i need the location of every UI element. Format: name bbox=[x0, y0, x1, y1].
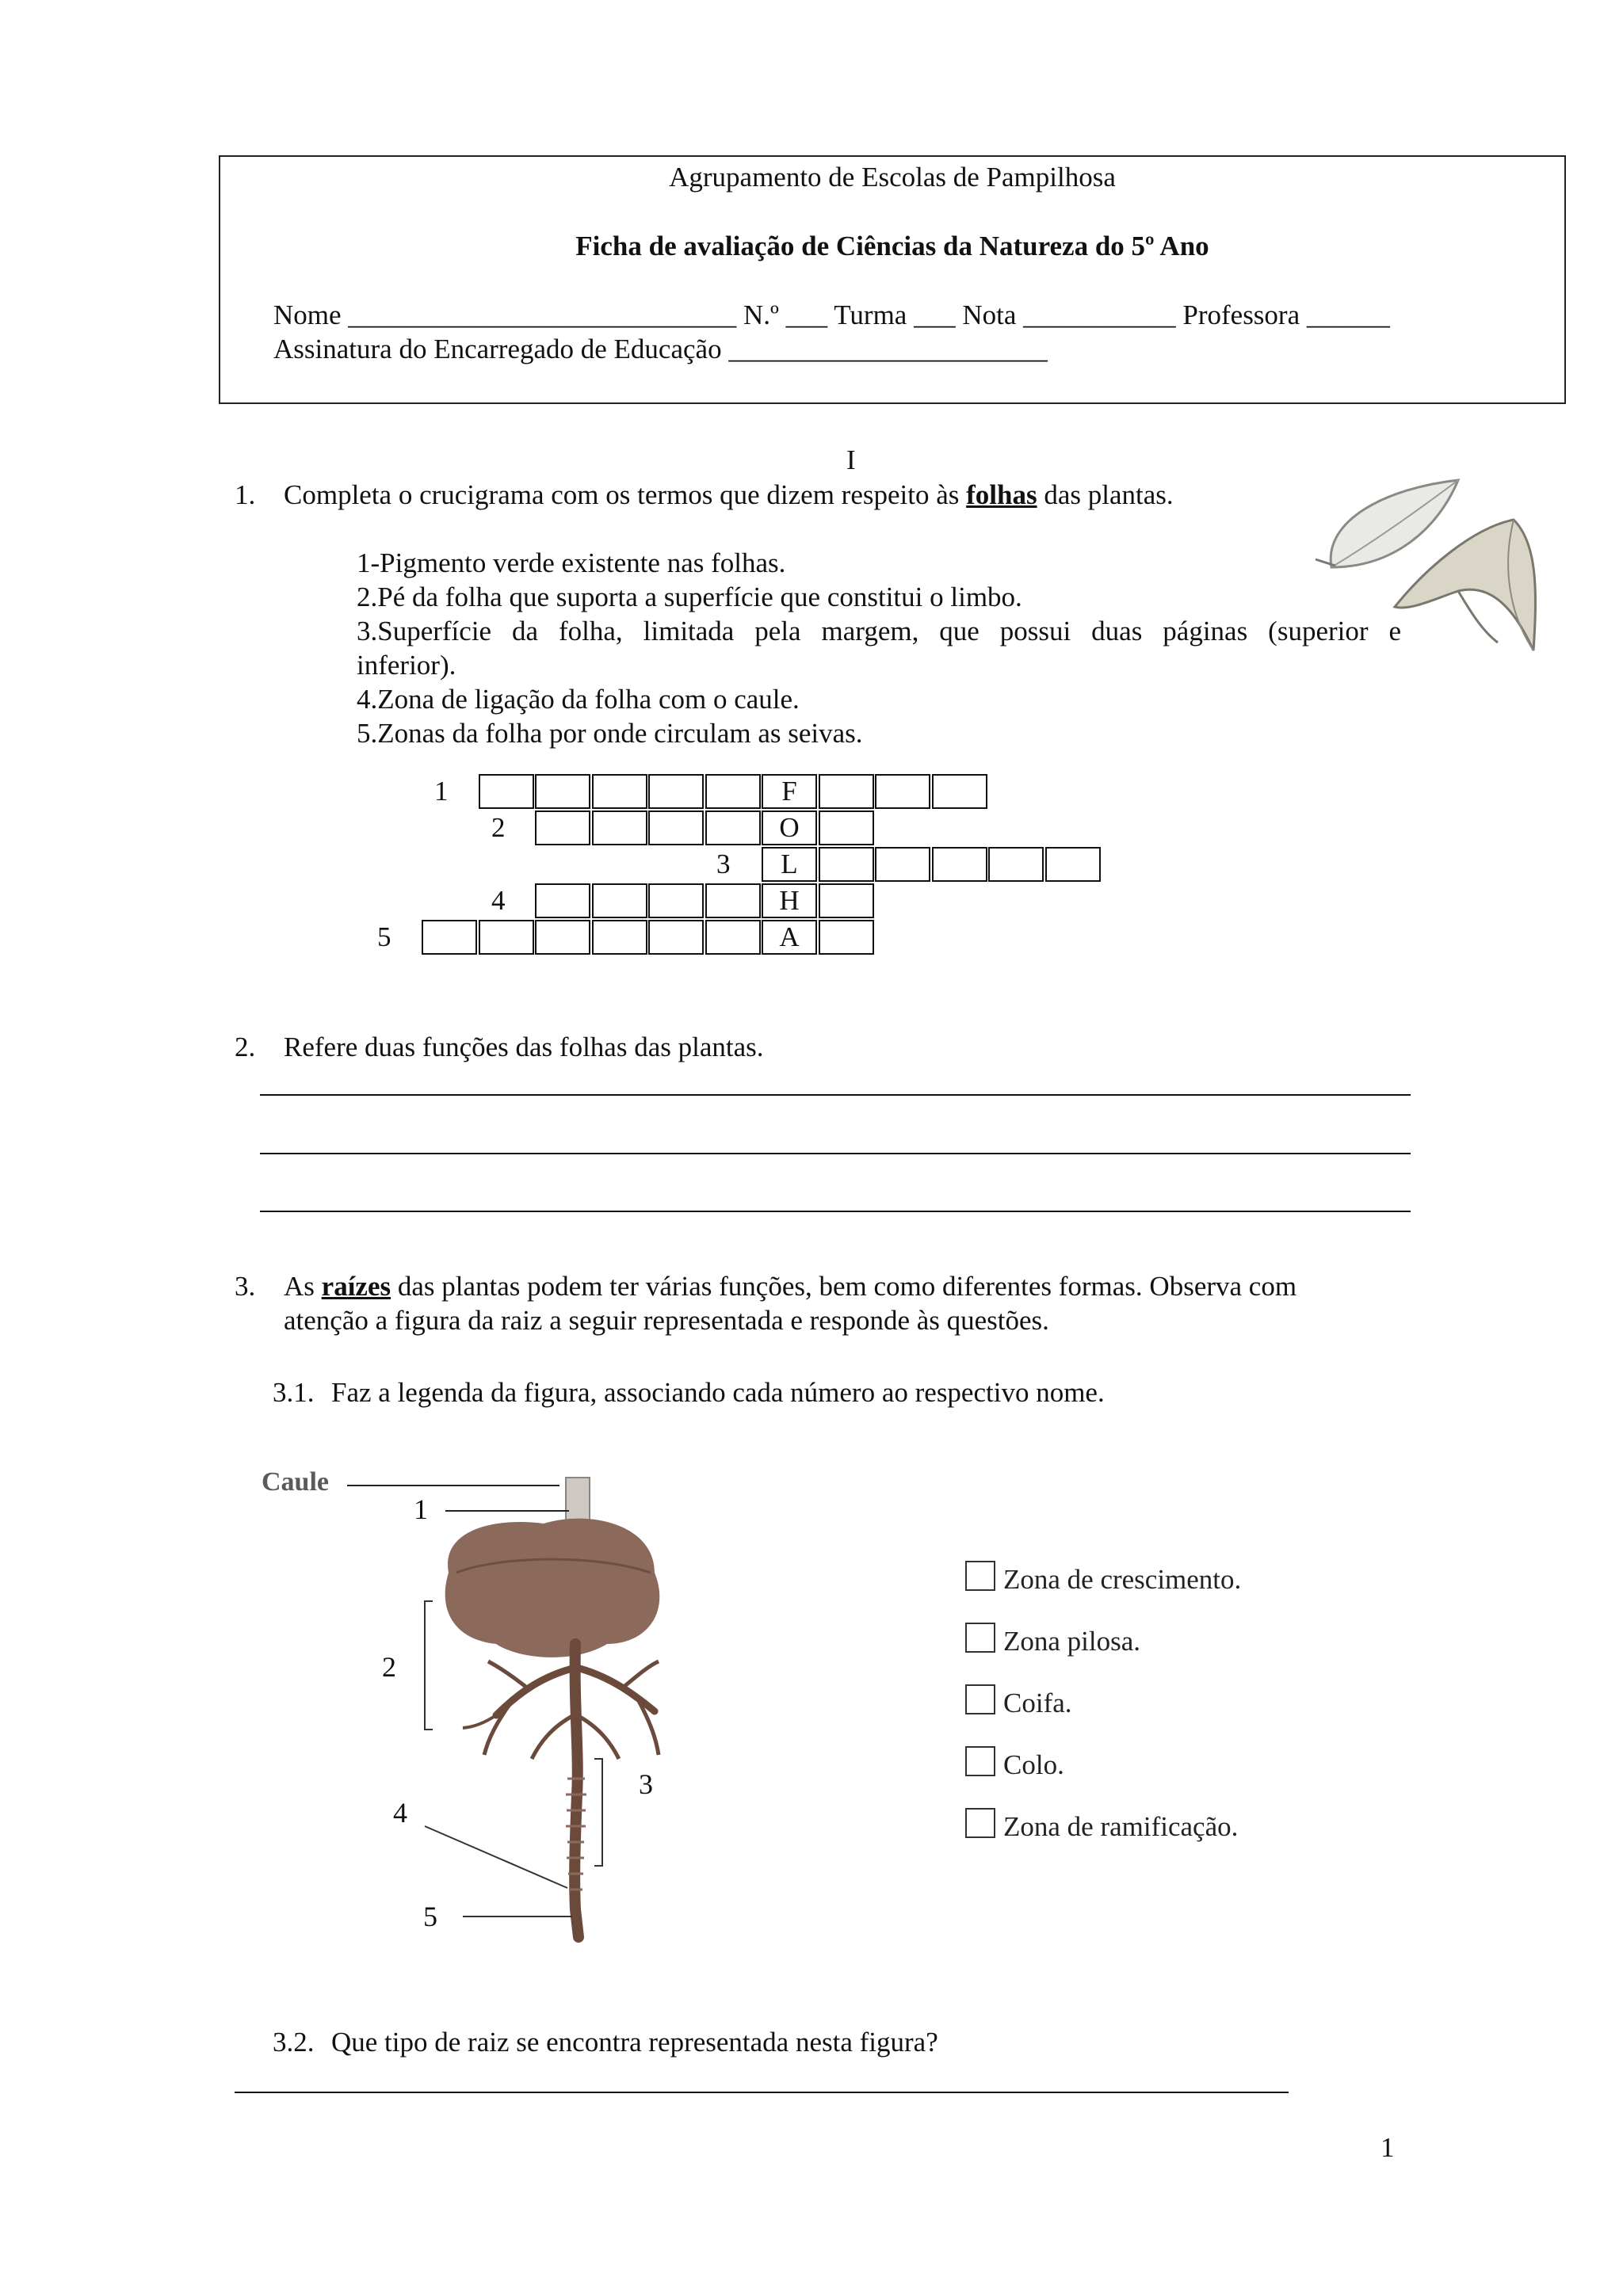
crossword-cell[interactable] bbox=[988, 847, 1044, 882]
student-fields-line: Nome ____________________________ N.º ___ Turma ___ Nota ___________ Professora ______ bbox=[273, 299, 1390, 330]
clue-2: 2.Pé da folha que suporta a superfície que constitui o limbo. bbox=[357, 582, 1022, 612]
clue-1: 1-Pigmento verde existente nas folhas. bbox=[357, 547, 786, 578]
q1-text: Completa o crucigrama com os termos que dizem respeito às folhas das plantas. bbox=[284, 479, 1174, 510]
crossword-cell[interactable] bbox=[932, 847, 987, 882]
option-zona-pilosa: Zona pilosa. bbox=[1003, 1626, 1141, 1657]
crossword-key-letter: A bbox=[762, 920, 817, 955]
figure-number-1: 1 bbox=[414, 1493, 428, 1525]
crossword-cell[interactable] bbox=[535, 810, 590, 845]
crossword-cell[interactable] bbox=[422, 920, 477, 955]
checkbox-coifa[interactable] bbox=[965, 1684, 995, 1714]
crossword-cell[interactable] bbox=[819, 847, 874, 882]
q1-keyword: folhas bbox=[966, 479, 1037, 510]
guardian-signature-line: Assinatura do Encarregado de Educação _______________________ bbox=[273, 334, 1048, 364]
clue-5: 5.Zonas da folha por onde circulam as seivas. bbox=[357, 718, 863, 749]
crossword-cell[interactable] bbox=[875, 847, 930, 882]
q3-2-answer-line[interactable] bbox=[235, 2092, 1289, 2093]
figure-number-3: 3 bbox=[639, 1768, 653, 1800]
crossword-cell[interactable] bbox=[705, 774, 761, 809]
root-figure bbox=[258, 1454, 670, 1961]
checkbox-colo[interactable] bbox=[965, 1746, 995, 1776]
figure-number-2: 2 bbox=[382, 1651, 396, 1683]
crossword-cell[interactable] bbox=[648, 920, 704, 955]
crossword-cell[interactable] bbox=[875, 774, 930, 809]
crossword-cell[interactable] bbox=[705, 883, 761, 918]
q3-text-line1: As raízes das plantas podem ter várias funções, bem como diferentes formas. Observa com bbox=[284, 1271, 1297, 1302]
q3-1-text: Faz a legenda da figura, associando cada número ao respectivo nome. bbox=[331, 1377, 1105, 1408]
crossword-cell[interactable] bbox=[819, 883, 874, 918]
worksheet-title: Ficha de avaliação de Ciências da Natureza do 5º Ano bbox=[575, 231, 1209, 261]
figure-number-4: 4 bbox=[393, 1797, 407, 1829]
crossword-row-number: 1 bbox=[434, 776, 449, 807]
figure-number-5: 5 bbox=[423, 1901, 437, 1932]
crossword-cell[interactable] bbox=[819, 774, 874, 809]
q3-number: 3. bbox=[235, 1271, 256, 1302]
crossword-cell[interactable] bbox=[535, 920, 590, 955]
q2-answer-line-2[interactable] bbox=[260, 1153, 1411, 1154]
q3-2-number: 3.2. bbox=[273, 2027, 315, 2058]
crossword-cell[interactable] bbox=[535, 774, 590, 809]
crossword-cell[interactable] bbox=[535, 883, 590, 918]
crossword-cell[interactable] bbox=[479, 920, 534, 955]
section-label: I bbox=[846, 444, 856, 475]
clue-3-continued: inferior). bbox=[357, 650, 456, 681]
crossword-key-letter: F bbox=[762, 774, 817, 809]
caule-label: Caule bbox=[262, 1467, 329, 1497]
crossword-key-letter: O bbox=[762, 810, 817, 845]
crossword-row-number: 3 bbox=[716, 849, 731, 879]
q2-number: 2. bbox=[235, 1032, 256, 1062]
q2-text: Refere duas funções das folhas das plantas. bbox=[284, 1032, 764, 1062]
crossword-cell[interactable] bbox=[819, 920, 874, 955]
crossword-cell[interactable] bbox=[592, 810, 647, 845]
crossword-cell[interactable] bbox=[479, 774, 534, 809]
crossword-cell[interactable] bbox=[819, 810, 874, 845]
q3-1-number: 3.1. bbox=[273, 1377, 315, 1408]
crossword-cell[interactable] bbox=[592, 883, 647, 918]
crossword-cell[interactable] bbox=[648, 810, 704, 845]
crossword-row-number: 5 bbox=[377, 921, 391, 952]
checkbox-zona-crescimento[interactable] bbox=[965, 1561, 995, 1591]
option-zona-crescimento: Zona de crescimento. bbox=[1003, 1564, 1242, 1595]
q2-answer-line-3[interactable] bbox=[260, 1211, 1411, 1212]
crossword-cell[interactable] bbox=[932, 774, 987, 809]
option-colo: Colo. bbox=[1003, 1749, 1064, 1780]
crossword-key-letter: L bbox=[762, 847, 817, 882]
clue-4: 4.Zona de ligação da folha com o caule. bbox=[357, 684, 800, 715]
q3-text-line2: atenção a figura da raiz a seguir representada e responde às questões. bbox=[284, 1305, 1049, 1336]
checkbox-zona-ramificacao[interactable] bbox=[965, 1808, 995, 1838]
crossword-cell[interactable] bbox=[648, 774, 704, 809]
q3-keyword: raízes bbox=[321, 1271, 391, 1302]
checkbox-zona-pilosa[interactable] bbox=[965, 1623, 995, 1653]
clue-3: 3.Superfície da folha, limitada pela margem, que possui duas páginas (superior e bbox=[357, 616, 1401, 646]
q2-answer-line-1[interactable] bbox=[260, 1094, 1411, 1096]
crossword-cell[interactable] bbox=[1045, 847, 1101, 882]
crossword-key-letter: H bbox=[762, 883, 817, 918]
crossword-cell[interactable] bbox=[705, 810, 761, 845]
option-coifa: Coifa. bbox=[1003, 1688, 1072, 1718]
q3-2-text: Que tipo de raiz se encontra representada nesta figura? bbox=[331, 2027, 938, 2058]
option-zona-ramificacao: Zona de ramificação. bbox=[1003, 1811, 1239, 1842]
crossword-cell[interactable] bbox=[592, 920, 647, 955]
crossword-row-number: 4 bbox=[491, 885, 506, 916]
q1-number: 1. bbox=[235, 479, 256, 510]
school-name: Agrupamento de Escolas de Pampilhosa bbox=[669, 162, 1116, 193]
crossword-row-number: 2 bbox=[491, 812, 506, 843]
page-number: 1 bbox=[1381, 2132, 1395, 2163]
crossword-cell[interactable] bbox=[592, 774, 647, 809]
crossword-cell[interactable] bbox=[705, 920, 761, 955]
crossword-cell[interactable] bbox=[648, 883, 704, 918]
